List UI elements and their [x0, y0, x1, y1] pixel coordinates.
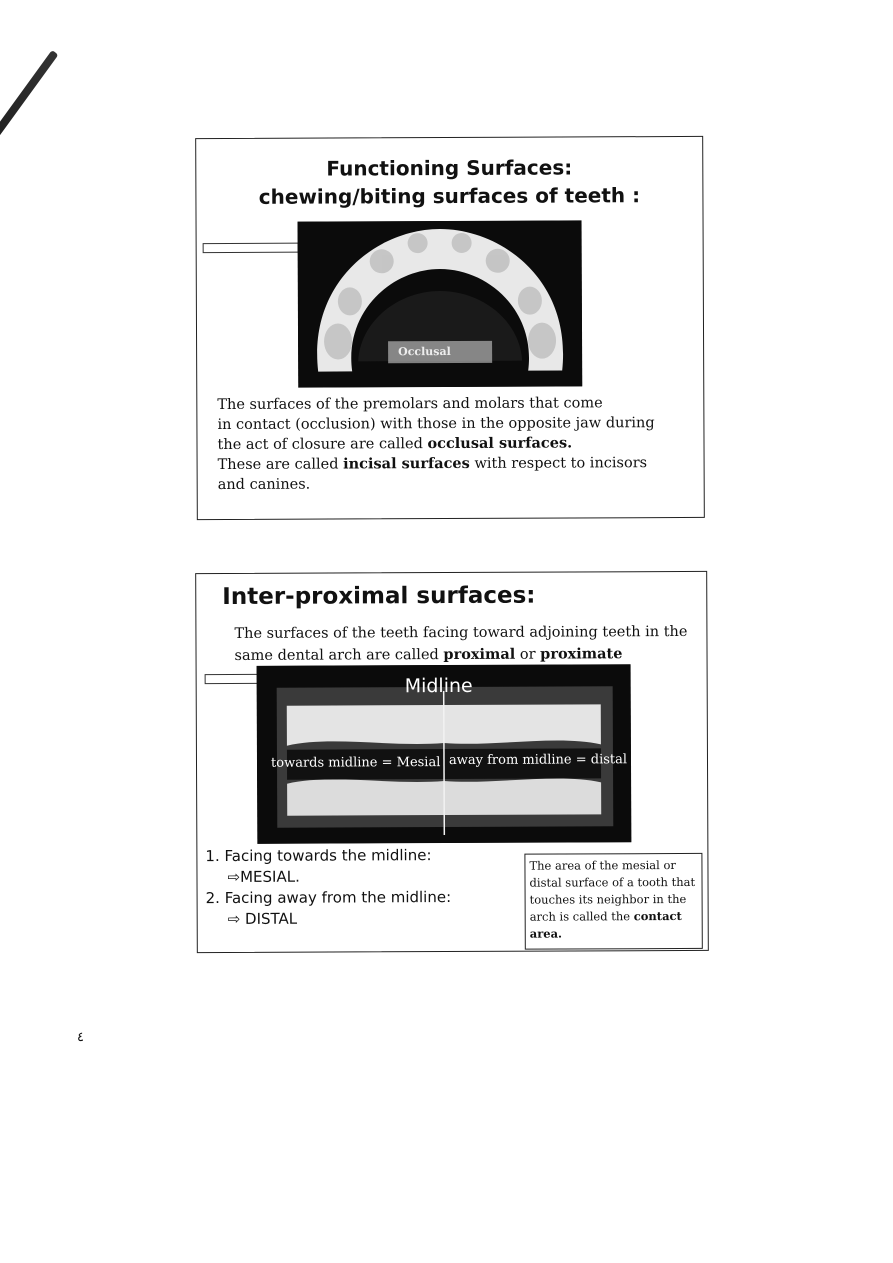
distal-label: away from midline = distal: [448, 752, 628, 769]
incisal-surfaces-term: incisal surfaces: [343, 454, 470, 473]
page-number: ٤: [77, 1030, 84, 1045]
upper-arch-photo: [298, 220, 583, 387]
distal-result: ⇨ DISTAL: [227, 909, 298, 928]
midline-label: Midline: [404, 674, 473, 698]
para2-post: with respect to incisors and canines.: [217, 455, 648, 494]
para2-pre: These are called: [217, 456, 344, 474]
list-item-distal: [206, 887, 452, 930]
contact-area-term: contact area.: [529, 908, 682, 941]
slide1-title-line1: Functioning Surfaces:: [326, 155, 573, 181]
contact-note-text: The area of the mesial or distal surface of a tooth that touches its neighbor in the arch is called the: [529, 858, 696, 924]
list-item-mesial: [205, 845, 451, 888]
slide-occlusal-surfaces: [195, 136, 705, 520]
occlusal-photo-label: Occlusal: [398, 344, 451, 359]
slide-interproximal-surfaces: [195, 571, 709, 953]
upper-arch-illustration: [298, 220, 583, 387]
para1-line1: The surfaces of the premolars and molars that come: [217, 395, 603, 414]
slide1-bar-stub: [203, 243, 299, 253]
para1-line3: the act of closure are called: [217, 436, 428, 454]
direction-list: [205, 845, 451, 930]
desc-pre: The surfaces of the teeth facing toward adjoining teeth in the same dental arch are called: [234, 623, 688, 664]
para1-line2: in contact (occlusion) with those in the opposite jaw during: [217, 415, 655, 434]
pen-stroke-mark: [0, 50, 58, 217]
slide1-para2: [218, 453, 658, 495]
desc-mid: or: [515, 646, 541, 663]
list-item-text: 1. Facing towards the midline:: [205, 846, 432, 866]
slide1-title-line2: chewing/biting surfaces of teeth :: [258, 183, 641, 209]
proximate-surfaces-term: proximate: [540, 645, 623, 663]
occlusal-surfaces-term: occlusal surfaces.: [427, 434, 573, 453]
front-teeth-photo: [257, 664, 632, 844]
slide1-body-text: [217, 393, 657, 495]
list-item-text: 2. Facing away from the midline:: [205, 888, 452, 908]
mesial-label: towards midline = Mesial: [270, 755, 441, 771]
slide2-bar-stub: [205, 674, 263, 684]
contact-area-note: [524, 853, 702, 950]
mesial-result: ⇨MESIAL.: [227, 867, 300, 886]
slide1-para1: [217, 393, 657, 455]
proximal-term: proximal: [443, 645, 516, 664]
slide2-title: Inter-proximal surfaces:: [222, 582, 536, 611]
